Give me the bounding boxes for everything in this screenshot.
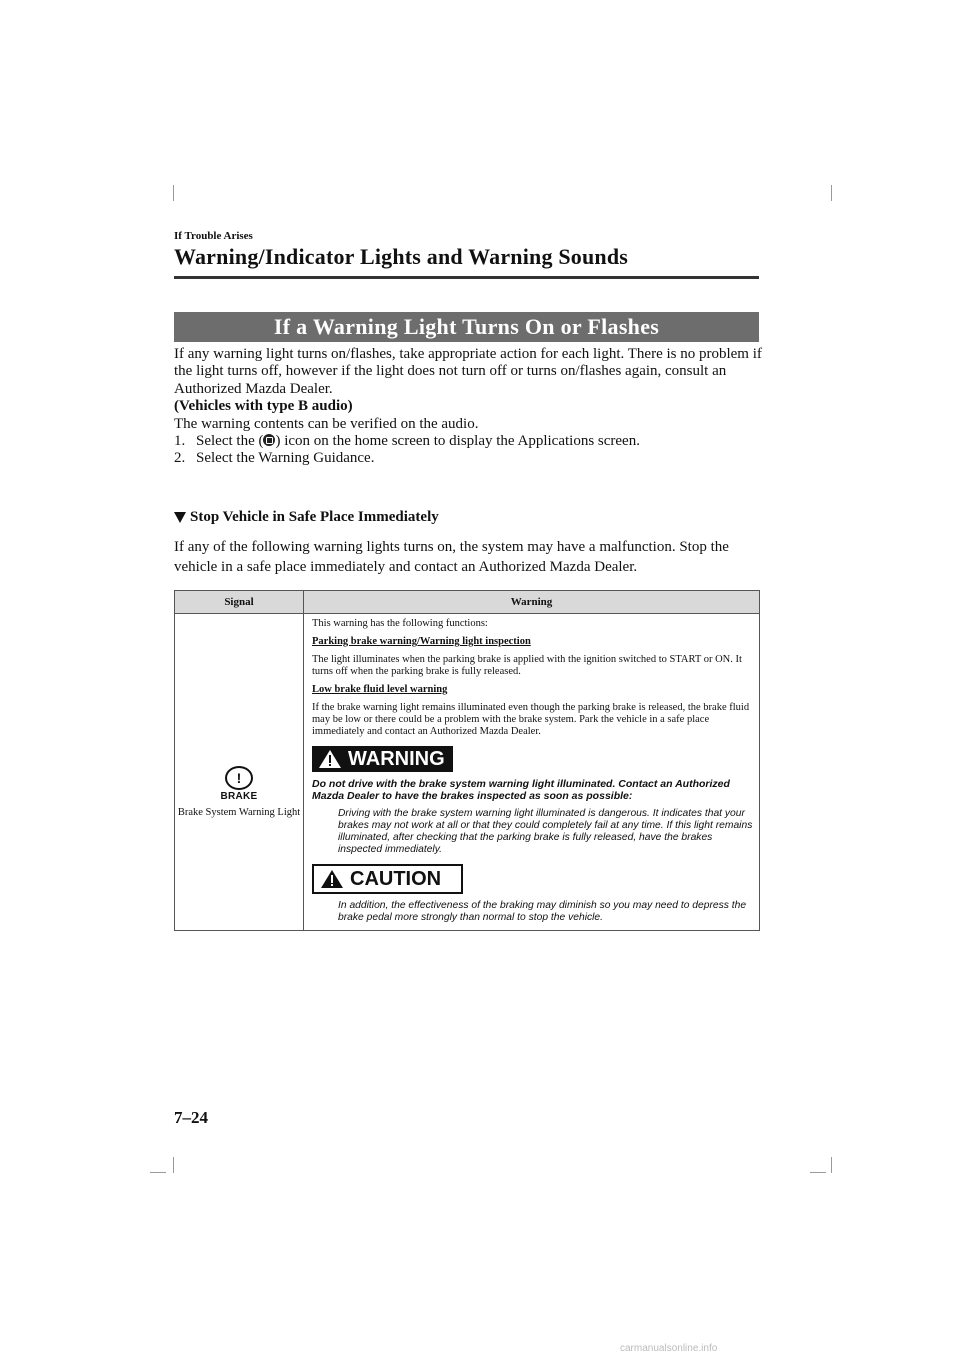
step-text: Select the Warning Guidance. [196,450,375,467]
stop-vehicle-heading-text: Stop Vehicle in Safe Place Immediately [190,509,439,525]
brake-warning-icon [175,766,303,802]
caution-label: CAUTION [350,868,442,890]
warning-triangle-icon [318,749,342,769]
warning-detail-text: Driving with the brake system warning light illuminated is dangerous. It indicates that your brakes may not work at all or that they could completely fail at any time. If this light remains illuminated, after checking that the parking brake is fully released, have the brakes inspected immediately. [338,808,753,855]
page-number: 7–24 [174,1108,208,1127]
brake-icon-circle: ! [225,766,253,790]
signal-column-header: Signal [175,591,304,614]
signal-caption: Brake System Warning Light [177,806,301,818]
step-text [196,433,640,450]
parking-brake-text: The light illuminates when the parking brake is applied with the ignition switched to START or ON. It turns off when the parking brake is fully released. [312,654,742,677]
step-number: 2. [174,450,186,467]
page-title: Warning/Indicator Lights and Warning Sounds [174,244,629,269]
crop-mark [831,1157,832,1173]
crop-mark [173,185,174,201]
warning-bold-text: Do not drive with the brake system warning light illuminated. Contact an Authorized Mazda Dealer to have the brakes inspected as soon as possible: [312,778,730,802]
warning-cell [304,614,760,931]
subheading-brake-fluid: Low brake fluid level warning [312,684,448,695]
section-label: If Trouble Arises [174,230,253,242]
applications-icon [263,434,275,446]
brake-fluid-text: If the brake warning light remains illuminated even though the parking brake is released, the brake fluid may be low or there could be a problem with the brake system. Park the vehicle in a safe place immediately and contact an Authorized Mazda Dealer. [312,702,750,737]
watermark: carmanualsonline.info [620,1343,718,1354]
table-header-row [175,591,760,614]
step-text-before: Select the ( [196,433,264,450]
warning-badge [312,746,453,772]
warning-table [174,590,760,931]
step-number: 1. [174,433,186,450]
intro-paragraph: If any warning light turns on/flashes, take appropriate action for each light. There is no problem if the light turns off, however if the light does not turn off or turns on/flashes again, consult an Authorized Mazda Dealer. [174,346,762,397]
warning-intro: This warning has the following functions: [312,618,488,629]
warning-label: WARNING [348,748,445,770]
crop-mark [173,1157,174,1173]
audio-line: The warning contents can be verified on the audio. [174,415,479,432]
heading-divider [174,276,759,279]
section-banner: If a Warning Light Turns On or Flashes [174,312,759,342]
signal-cell [175,614,304,931]
step-text-after: ) icon on the home screen to display the Applications screen. [275,433,640,450]
caution-badge [312,864,463,894]
vehicle-note: (Vehicles with type B audio) [174,398,353,415]
step-1 [174,433,764,450]
brake-icon-text: BRAKE [220,790,258,802]
warning-column-header: Warning [304,591,760,614]
crop-mark [810,1172,826,1173]
crop-mark [831,185,832,201]
stop-vehicle-paragraph: If any of the following warning lights turns on, the system may have a malfunction. Stop the vehicle in a safe place immediately and contact an Authorized Mazda Dealer. [174,539,729,575]
stop-vehicle-heading [174,509,439,526]
step-2 [174,450,764,467]
table-row [175,614,760,931]
crop-mark [150,1172,166,1173]
subheading-parking-brake: Parking brake warning/Warning light inspection [312,636,531,647]
intro-block [174,346,764,468]
caution-text: In addition, the effectiveness of the braking may diminish so you may need to depress the brake pedal more strongly than normal to stop the vehicle. [338,900,747,923]
triangle-down-icon [174,512,186,523]
caution-triangle-icon [320,869,344,889]
